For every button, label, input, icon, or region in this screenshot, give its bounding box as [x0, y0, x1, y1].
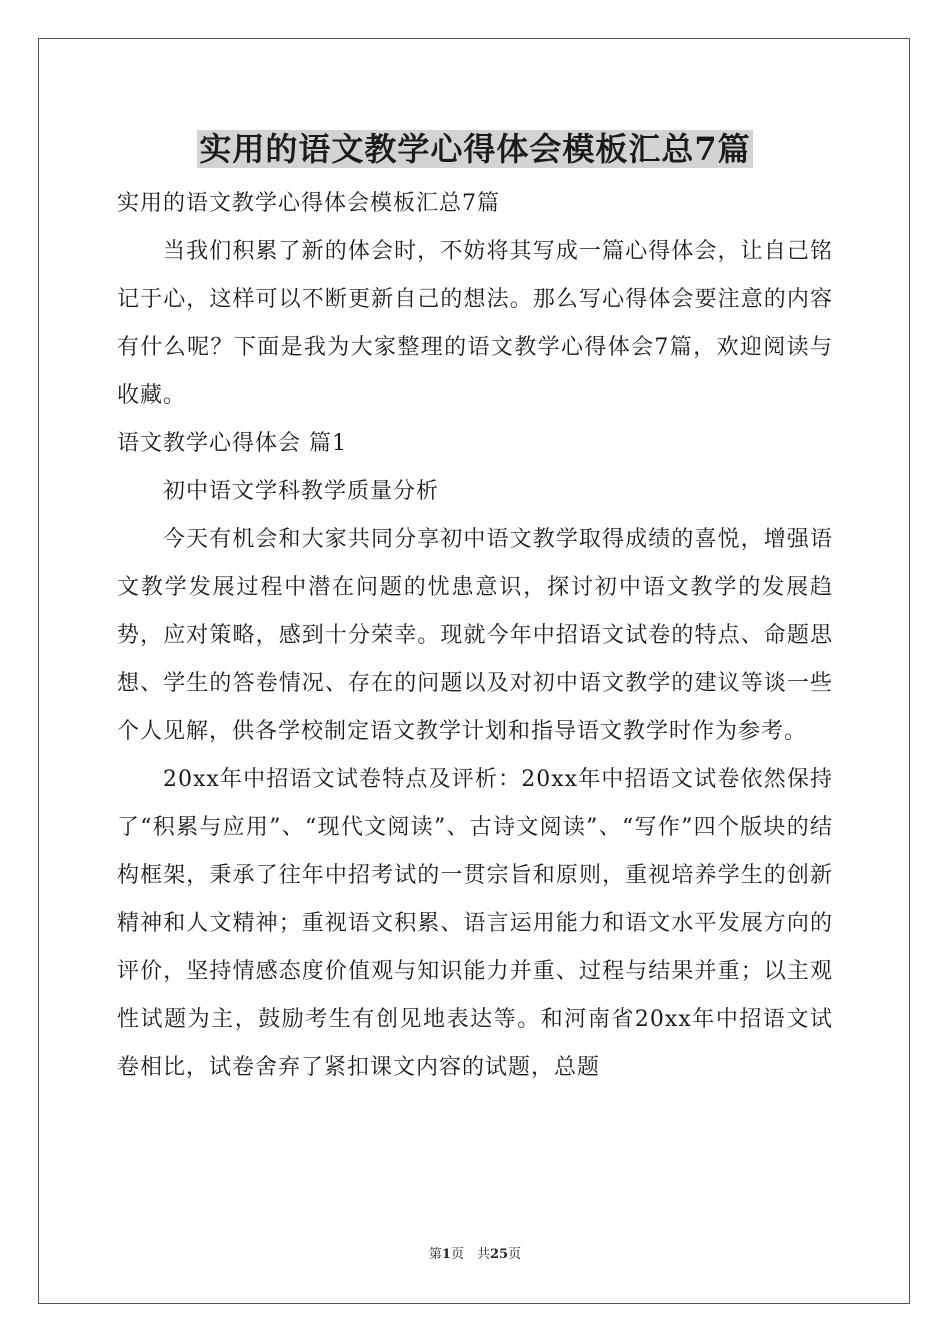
document-title [0, 127, 950, 171]
page-footer [0, 1245, 950, 1265]
section-heading: 语文教学心得体会 篇1 [117, 431, 347, 456]
paragraph-subtitle: 实用的语文教学心得体会模板汇总7篇 [117, 191, 500, 216]
page-number-current: 1 [441, 1247, 451, 1262]
document-title-text: 实用的语文教学心得体会模板汇总7篇 [199, 130, 751, 168]
page-number-mid: 页 共 [450, 1247, 490, 1262]
page-number-total: 25 [489, 1247, 509, 1262]
paragraph-section-title: 初中语文学科教学质量分析 [163, 479, 440, 504]
document-body [117, 180, 833, 1092]
page-number-suffix: 页 [508, 1247, 522, 1262]
paragraph-body: 今天有机会和大家共同分享初中语文教学取得成绩的喜悦，增强语文教学发展过程中潜在问题的忧患意识，探讨初中语文教学的发展趋势，应对策略，感到十分荣幸。现就今年中招语文试卷的特点、命题思想、学生的答卷情况、存在的问题以及对初中语文教学的建议等谈一些个人见解，供各学校制定语文教学计划和指导语文教学时作为参考。 [117, 527, 833, 744]
page-number-prefix: 第 [428, 1247, 442, 1262]
paragraph-intro: 当我们积累了新的体会时，不妨将其写成一篇心得体会，让自己铭记于心，这样可以不断更新自己的想法。那么写心得体会要注意的内容有什么呢？下面是我为大家整理的语文教学心得体会7篇，欢迎阅读与收藏。 [117, 239, 833, 408]
paragraph-body: 20xx年中招语文试卷特点及评析：20xx年中招语文试卷依然保持了“积累与应用”、“现代文阅读”、古诗文阅读”、“写作”四个版块的结构框架，秉承了往年中招考试的一贯宗旨和原则，重视培养学生的创新精神和人文精神；重视语文积累、语言运用能力和语文水平发展方向的评价，坚持情感态度价值观与知识能力并重、过程与结果并重；以主观性试题为主，鼓励考生有创见地表达等。和河南省20xx年中招语文试卷相比，试卷舍弃了紧扣课文内容的试题，总题 [117, 767, 833, 1080]
